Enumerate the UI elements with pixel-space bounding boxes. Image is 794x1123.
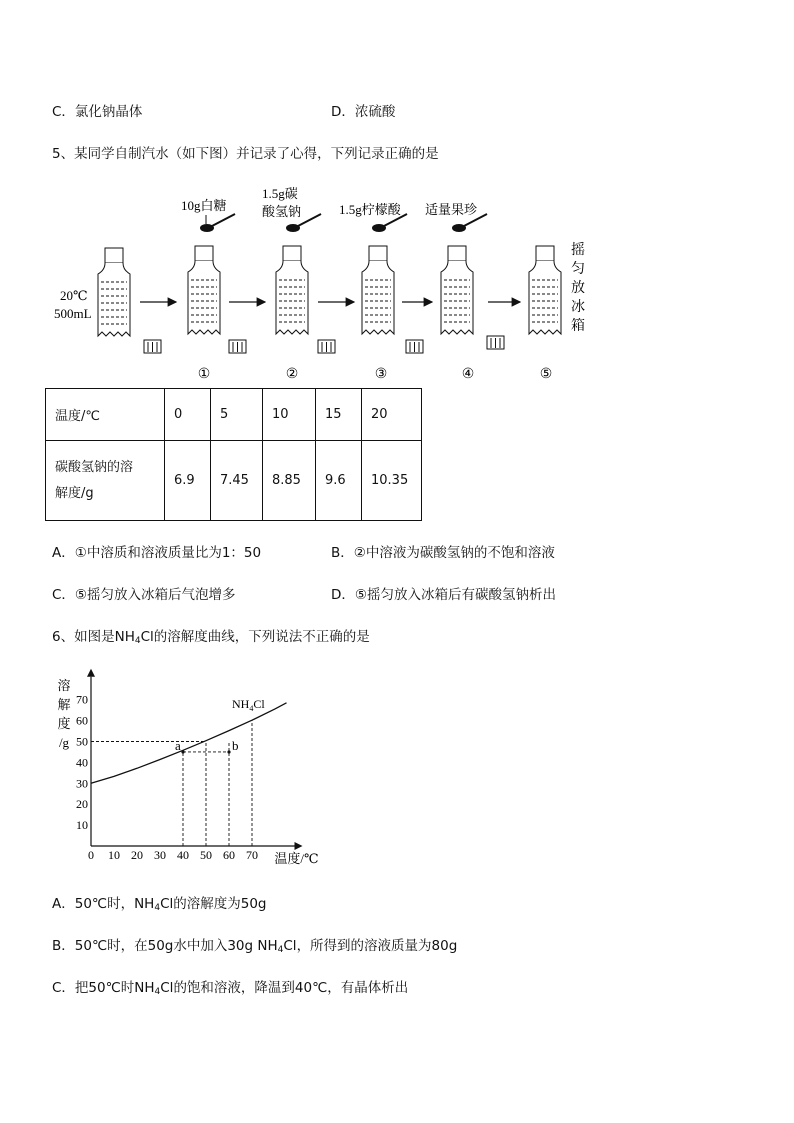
solubility-table <box>45 388 422 521</box>
soda-making-figure <box>40 180 600 385</box>
bottle-4 <box>441 246 473 334</box>
step-label-1: ① <box>197 367 211 382</box>
table-header-line: 解度/g <box>55 485 94 501</box>
formula-subscript: 4 <box>277 945 284 955</box>
q6-option-a <box>52 892 267 913</box>
addition-bicarb-line1: 1.5g碳 <box>262 186 298 201</box>
q5-stem: 5、某同学自制汽水（如下图）并记录了心得，下列记录正确的是 <box>52 146 439 162</box>
option-b-text: ，所得到的溶液质量为80g <box>296 938 458 954</box>
step-label-2: ② <box>285 367 299 382</box>
q6-stem-before: 6、如图是 <box>52 629 115 645</box>
q6-option-b <box>52 934 457 955</box>
side-note-char: 冰 <box>571 300 585 315</box>
q6-stem-after: 的溶解度曲线，下列说法不正确的是 <box>153 629 370 645</box>
y-tick-label: 30 <box>76 776 88 791</box>
table-cell: 20 <box>362 389 422 441</box>
x-axis-label: 温度/℃ <box>274 851 319 866</box>
point-a <box>181 750 184 753</box>
bottle-initial <box>98 248 130 336</box>
start-volume: 500mL <box>54 306 92 321</box>
x-tick-label: 10 <box>108 848 120 862</box>
addition-citric: 1.5g柠檬酸 <box>339 202 401 217</box>
y-axis-arrow <box>87 669 95 677</box>
y-tick-label: 20 <box>76 797 88 812</box>
table-cell: 10 <box>263 389 316 441</box>
solubility-curve <box>91 703 287 784</box>
table-cell: 8.85 <box>263 441 316 521</box>
y-axis-label-char: 度 <box>57 716 71 731</box>
x-tick-label: 0 <box>88 848 94 862</box>
cap-icon <box>406 340 423 353</box>
q5-option-a: A．①中溶质和溶液质量比为1：50 <box>52 545 262 561</box>
point-label-a: a <box>175 737 181 753</box>
formula: NH <box>134 896 155 912</box>
y-tick-label: 60 <box>76 713 88 728</box>
y-tick-label: 10 <box>76 818 88 833</box>
formula: NH <box>257 938 278 954</box>
y-tick-label: 50 <box>76 734 88 749</box>
q6-stem <box>52 625 370 646</box>
table-header-line: 碳酸氢钠的溶 <box>55 459 134 475</box>
y-tick-label: 40 <box>76 755 88 770</box>
q5-option-c: C．⑤摇匀放入冰箱后气泡增多 <box>52 587 236 603</box>
cap-icon <box>229 340 246 353</box>
formula-tail: Cl <box>283 938 297 954</box>
step-label-4: ④ <box>461 367 475 382</box>
q4-option-c: C．氯化钠晶体 <box>52 104 143 120</box>
table-header: 温度/℃ <box>46 389 165 441</box>
spoon-icon <box>200 214 235 232</box>
x-tick-label: 20 <box>131 848 143 862</box>
start-temp: 20℃ <box>60 288 88 303</box>
q5-option-d: D．⑤摇匀放入冰箱后有碳酸氢钠析出 <box>331 587 556 603</box>
bottle-5 <box>529 246 561 334</box>
y-axis-label-char: 溶 <box>57 678 71 693</box>
addition-sugar: 10g白糖 <box>181 198 227 213</box>
addition-juice: 适量果珍 <box>425 202 478 217</box>
q6-option-c <box>52 976 408 997</box>
table-cell: 7.45 <box>211 441 263 521</box>
option-a-text: A．50℃时， <box>52 896 135 912</box>
formula: NH <box>134 980 155 996</box>
q4-option-d: D．浓硫酸 <box>331 104 396 120</box>
bottle-1 <box>188 246 220 334</box>
formula-subscript: 4 <box>134 636 141 646</box>
y-tick-label: 70 <box>76 692 88 707</box>
solubility-chart <box>50 668 320 874</box>
x-tick-label: 60 <box>223 848 235 862</box>
series-label: $NH_4Cl$ <box>232 697 265 713</box>
cap-icon <box>144 340 161 353</box>
table-cell: 5 <box>211 389 263 441</box>
side-note-char: 箱 <box>571 319 585 334</box>
table-cell: 10.35 <box>362 441 422 521</box>
y-axis-label-char: /g <box>58 735 70 750</box>
table-cell: 9.6 <box>316 441 362 521</box>
formula-subscript: 4 <box>154 987 161 997</box>
side-note-char: 匀 <box>571 262 585 277</box>
option-c-text: C．把50℃时 <box>52 980 135 996</box>
step-label-3: ③ <box>374 367 388 382</box>
table-cell: 6.9 <box>165 441 211 521</box>
formula-subscript: 4 <box>154 903 161 913</box>
option-a-text: 的溶解度为50g <box>173 896 267 912</box>
formula-tail: Cl <box>160 896 174 912</box>
cap-icon <box>487 336 504 349</box>
q5-option-b: B．②中溶液为碳酸氢钠的不饱和溶液 <box>331 545 555 561</box>
bottle-3 <box>362 246 394 334</box>
x-tick-label: 40 <box>177 848 189 862</box>
side-note-char: 摇 <box>571 243 585 258</box>
addition-bicarb-line2: 酸氢钠 <box>262 204 302 219</box>
table-row <box>46 441 422 521</box>
table-cell: 0 <box>165 389 211 441</box>
formula-tail: Cl <box>140 629 154 645</box>
bottle-2 <box>276 246 308 334</box>
side-note-char: 放 <box>571 281 585 296</box>
x-tick-label: 50 <box>200 848 212 862</box>
x-axis-arrow <box>295 842 303 850</box>
table-cell: 15 <box>316 389 362 441</box>
cap-icon <box>318 340 335 353</box>
point-b <box>227 750 230 753</box>
formula-tail: Cl <box>160 980 174 996</box>
x-tick-label: 30 <box>154 848 166 862</box>
formula: NH <box>114 629 135 645</box>
y-axis-label-char: 解 <box>57 697 71 712</box>
table-row <box>46 389 422 441</box>
step-label-5: ⑤ <box>539 367 553 382</box>
option-c-text: 的饱和溶液，降温到40℃，有晶体析出 <box>173 980 409 996</box>
x-tick-label: 70 <box>246 848 258 862</box>
option-b-text: B．50℃时，在50g水中加入30g <box>52 938 258 954</box>
table-header <box>46 441 165 521</box>
point-label-b: b <box>232 737 239 753</box>
